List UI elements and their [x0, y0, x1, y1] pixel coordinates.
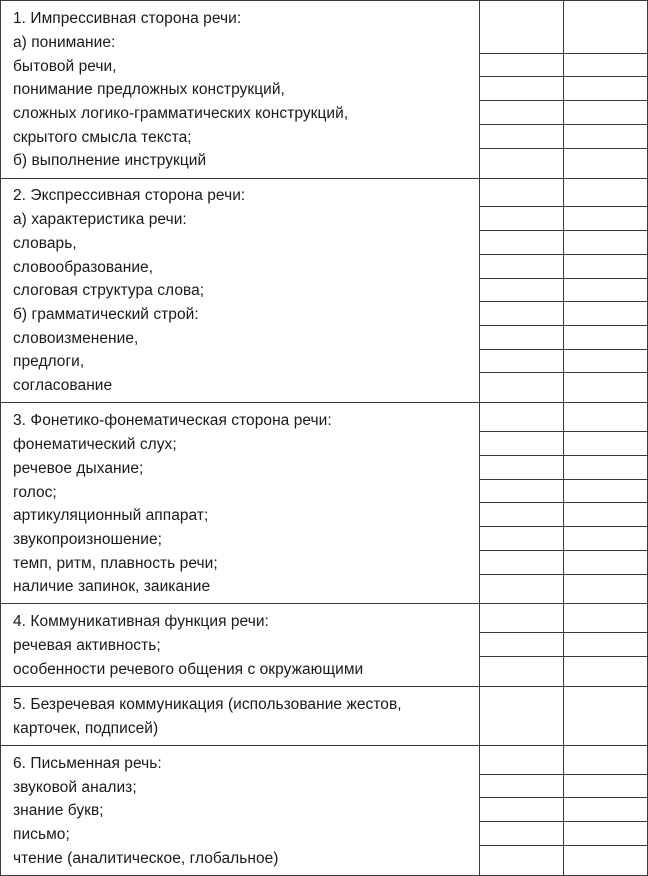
section-2-item: согласование — [13, 377, 113, 394]
section-divider — [0, 178, 648, 179]
section-2-item: словообразование, — [13, 259, 154, 276]
section-1-item: а) понимание: — [13, 34, 116, 51]
row-line — [479, 100, 648, 101]
row-line — [479, 76, 648, 77]
section-5-item: карточек, подписей) — [13, 720, 159, 737]
table-border-top — [0, 0, 648, 1]
section-5-title: 5. Безречевая коммуникация (использование жестов, — [13, 696, 402, 713]
row-line — [479, 372, 648, 373]
section-2-item: а) характеристика речи: — [13, 211, 187, 228]
row-line — [479, 124, 648, 125]
section-1-item: скрытого смысла текста; — [13, 129, 192, 146]
section-divider — [0, 686, 648, 687]
row-line — [479, 325, 648, 326]
section-6-item: звуковой анализ; — [13, 779, 137, 796]
section-1-item: сложных логико-грамматических конструкций, — [13, 105, 349, 122]
section-6-item: письмо; — [13, 826, 70, 843]
section-2-item: словоизменение, — [13, 330, 139, 347]
section-3-item: голос; — [13, 484, 57, 501]
section-4-item: речевая активность; — [13, 637, 161, 654]
section-6-title: 6. Письменная речь: — [13, 755, 162, 772]
section-4-title: 4. Коммуникативная функция речи: — [13, 613, 269, 630]
section-divider — [0, 402, 648, 403]
section-3-item: звукопроизношение; — [13, 531, 163, 548]
row-line — [479, 254, 648, 255]
section-6-item: чтение (аналитическое, глобальное) — [13, 850, 279, 867]
row-line — [479, 774, 648, 775]
section-3-title: 3. Фонетико-фонематическая сторона речи: — [13, 412, 332, 429]
row-line — [479, 845, 648, 846]
row-line — [479, 502, 648, 503]
row-line — [479, 656, 648, 657]
section-2-item: слоговая структура слова; — [13, 282, 205, 299]
section-4-item: особенности речевого общения с окружающими — [13, 661, 364, 678]
section-3-item: фонематический слух; — [13, 436, 177, 453]
row-line — [479, 53, 648, 54]
row-line — [479, 550, 648, 551]
section-2-title: 2. Экспрессивная сторона речи: — [13, 187, 246, 204]
section-6-item: знание букв; — [13, 802, 104, 819]
row-line — [479, 206, 648, 207]
section-3-item: наличие запинок, заикание — [13, 578, 211, 595]
section-divider — [0, 603, 648, 604]
section-3-item: речевое дыхание; — [13, 460, 144, 477]
row-line — [479, 349, 648, 350]
row-line — [479, 526, 648, 527]
row-line — [479, 301, 648, 302]
section-divider — [0, 745, 648, 746]
row-line — [479, 148, 648, 149]
section-2-item: словарь, — [13, 235, 77, 252]
section-3-item: артикуляционный аппарат; — [13, 507, 209, 524]
section-1-item: понимание предложных конструкций, — [13, 81, 285, 98]
row-line — [479, 821, 648, 822]
section-2-item: предлоги, — [13, 353, 85, 370]
row-line — [479, 479, 648, 480]
section-1-item: бытовой речи, — [13, 58, 117, 75]
row-line — [479, 797, 648, 798]
section-2-item: б) грамматический строй: — [13, 306, 199, 323]
section-1-title: 1. Импрессивная сторона речи: — [13, 10, 242, 27]
row-line — [479, 230, 648, 231]
row-line — [479, 431, 648, 432]
row-line — [479, 455, 648, 456]
section-3-item: темп, ритм, плавность речи; — [13, 555, 218, 572]
row-line — [479, 632, 648, 633]
section-1-item: б) выполнение инструкций — [13, 152, 207, 169]
row-line — [479, 574, 648, 575]
row-line — [479, 278, 648, 279]
